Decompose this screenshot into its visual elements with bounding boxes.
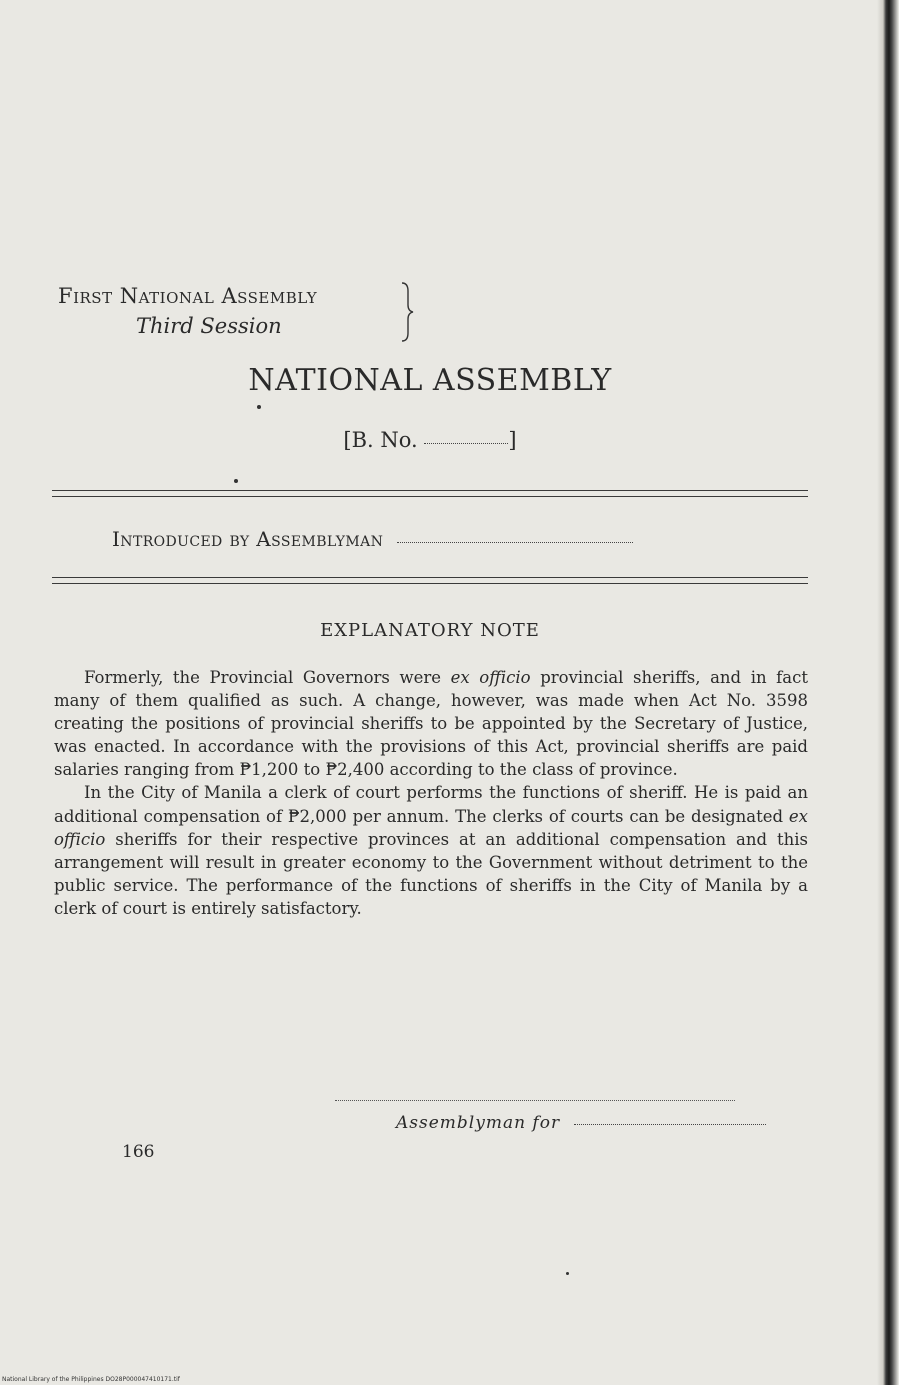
bill-number-suffix: ] bbox=[508, 428, 517, 452]
district-blank bbox=[574, 1124, 766, 1125]
session-header bbox=[58, 281, 317, 341]
bill-number-prefix: [B. No. bbox=[343, 428, 418, 452]
introduced-by-line bbox=[112, 527, 633, 551]
ink-speck bbox=[257, 405, 261, 409]
signature-line bbox=[335, 1100, 735, 1101]
bill-number-blank bbox=[424, 443, 508, 444]
paragraph-1: Formerly, the Provincial Governors were ex officio provincial sheriffs, and in fact many of them qualified as such. A change, however, was made when Act No. 3598 creating the positions of provincial sheriffs to be appointed by the Secretary of Justice, was enacted. In accordance with the provisions of this Act, provincial sheriffs are paid salaries ranging from ₱1,200 to ₱2,400 according to the class of province. bbox=[54, 668, 809, 780]
assemblyman-blank bbox=[397, 542, 633, 543]
assembly-name: First National Assembly bbox=[58, 284, 318, 308]
explanatory-note-title: EXPLANATORY NOTE bbox=[320, 620, 540, 641]
ink-speck bbox=[566, 1272, 569, 1275]
signature-label: Assemblyman for bbox=[396, 1113, 561, 1133]
double-rule-top bbox=[52, 490, 808, 497]
paragraph-2: In the City of Manila a clerk of court performs the functions of sheriff. He is paid an additional compensation of ₱2,000 per annum. The clerks of courts can be designated ex officio sheriffs for their respective provinces at an additional compensation and this arrangement will result in greater economy to the Government without detriment to the public service. The performance of the functions of sheriffs in the City of Manila by a clerk of court is entirely satisfactory. bbox=[54, 783, 808, 918]
introduced-by-label: Introduced by Assemblyman bbox=[112, 527, 384, 551]
right-brace-icon bbox=[400, 281, 414, 343]
scan-footer: National Library of the Philippines DO28P000047410171.tif bbox=[2, 1376, 180, 1383]
bill-number bbox=[0, 428, 860, 452]
ink-speck bbox=[234, 479, 238, 483]
session-name: Third Session bbox=[136, 314, 282, 338]
document-title: NATIONAL ASSEMBLY bbox=[248, 363, 612, 398]
double-rule-bottom bbox=[52, 577, 808, 584]
signature-block bbox=[396, 1113, 766, 1133]
page-number: 166 bbox=[122, 1142, 155, 1162]
explanatory-note-body bbox=[54, 666, 808, 920]
page-binding-edge bbox=[877, 0, 899, 1385]
